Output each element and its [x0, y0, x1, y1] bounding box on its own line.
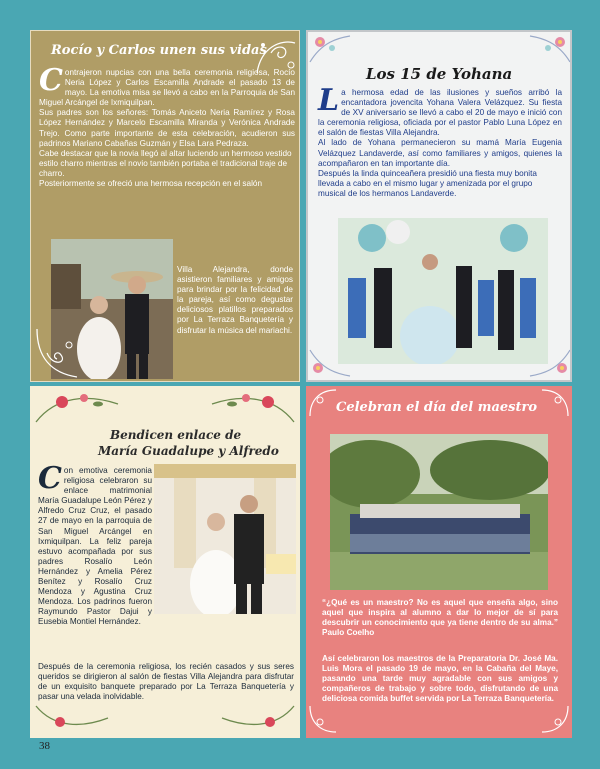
teacher-quote: “¿Qué es un maestro? No es aquel que enseña algo, sino aquel que inspira al alumno a dar lo mejor de sí para descubrir un conocimiento que ya tiene dentro de su alma.” Paulo Coelho — [322, 598, 558, 638]
swirl-ornament-icon — [308, 704, 338, 734]
drop-cap: C — [38, 461, 62, 496]
flower-ornament-icon — [308, 344, 352, 380]
quinceanera-group-photo — [338, 218, 548, 364]
rose-vine-icon — [218, 698, 298, 736]
article-title: Celebran el día del maestro — [336, 400, 537, 415]
article-rocio-carlos — [30, 30, 300, 382]
paragraph: Así celebraron los maestros de la Preparatoria Dr. José Ma. Luis Mora el pasado 19 de mayo, en la Cabaña del Maye, pasando una tarde muy agradable con sus amigos y compañeros de trabajo y sobre todo, disfrutando de una deliciosa comida buffet servida por La Terraza Banquetería. — [322, 654, 558, 704]
article-title: Los 15 de Yohana — [366, 65, 513, 83]
paragraph: Después de la ceremonia religiosa, los recién casados y sus seres queridos se dirigieron al salón de fiestas Villa Alejandra para disfrutar de un exquisito banquete preparado por La Terraza Banquetería y pasar una velada inolvidable. — [38, 662, 294, 702]
side-text: on emotiva ceremonia religiosa celebraron su enlace matrimonial María Guadalupe León Pérez y Alfredo Cruz Cruz, el pasado 27 de mayo en la parroquia de San Miguel Arcángel en Ixmiquilpan. La feliz pareja estuvo acompañada por sus padres Rosalío León Hernández y Amelia Pérez Benítez y Rosalío Cruz Mendoza y Agustina Cruz Mendoza. Los padrinos fueron Raymundo Pastor Dajui y Eusebia Montiel Hernández. — [38, 466, 152, 627]
paragraph: ontrajeron nupcias con una bella ceremonia religiosa, Rocío Neria López y Carlos Escamilla Andrade el pasado 13 de mayo. La emotiva misa se llevó a cabo en la Parroquia de San Miguel Arcángel de Ixmiquilpan. — [39, 68, 295, 108]
side-text: Villa Alejandra, donde asistieron familiares y amigos para brindar por la felicidad de la pareja, así como degustar deliciosos platillos preparados por La Terraza Banquetería y disfrutar la música del mariachi. — [177, 265, 293, 335]
flower-ornament-icon — [528, 344, 572, 380]
swirl-ornament-icon — [540, 388, 570, 418]
paragraph: Después la linda quinceañera presidió una fiesta muy bonita llevada a cabo en el mismo lugar y amenizada por el grupo musical de los hermanos Landaverde. — [318, 168, 537, 198]
article-title: Rocío y Carlos unen sus vidas — [51, 43, 267, 58]
article-yohana — [306, 30, 572, 382]
article-title-line2: María Guadalupe y Alfredo — [98, 444, 279, 458]
article-guadalupe-alfredo — [30, 386, 300, 738]
swirl-ornament-icon — [308, 388, 338, 418]
rose-vine-icon — [32, 698, 112, 736]
paragraph: a hermosa edad de las ilusiones y sueños arribó la encantadora jovencita Yohana Valera Velázquez. Su fiesta de XV aniversario se llevó a cabo el 20 de mayo e inició con la ceremonia religiosa, oficiada por el pastor Pablo Luna López en el salón de fiestas Villa Alejandra. — [318, 88, 562, 138]
article-title-line1: Bendicen enlace de — [110, 428, 242, 442]
rose-vine-icon — [32, 386, 122, 430]
drop-cap: L — [318, 83, 340, 118]
flower-ornament-icon — [308, 32, 352, 68]
teachers-group-photo — [330, 434, 548, 590]
drop-cap: C — [39, 63, 63, 98]
swirl-ornament-icon — [33, 327, 81, 381]
paragraph: Al lado de Yohana permanecieron su mamá María Eugenia Velázquez Landaverde, así como familiares y amigos, quienes la acompañaron en tan importante día. — [318, 138, 562, 168]
paragraph: Sus padres son los señores: Tomás Aniceto Neria Ramírez y Rosa López Hernández y Marcelo Escamilla Miranda y Verónica Andrade Trejo. Como parte importante de esta celebración, acudieron sus padrinos Mariano Cabañas Guzmán y Elsa Lara Pedraza. — [39, 108, 295, 148]
flower-ornament-icon — [528, 32, 572, 68]
swirl-ornament-icon — [540, 704, 570, 734]
page-number: 38 — [39, 740, 50, 752]
rose-vine-icon — [208, 386, 298, 430]
wedding-photo-couple — [154, 464, 296, 614]
paragraph: Posteriormente se ofreció una hermosa recepción en el salón — [39, 179, 263, 189]
article-dia-maestro — [306, 386, 572, 738]
paragraph: Cabe destacar que la novia llegó al altar luciendo un hermoso vestido estilo charro mientras el novio también portaba el tradicional traje de charro. — [39, 148, 292, 178]
